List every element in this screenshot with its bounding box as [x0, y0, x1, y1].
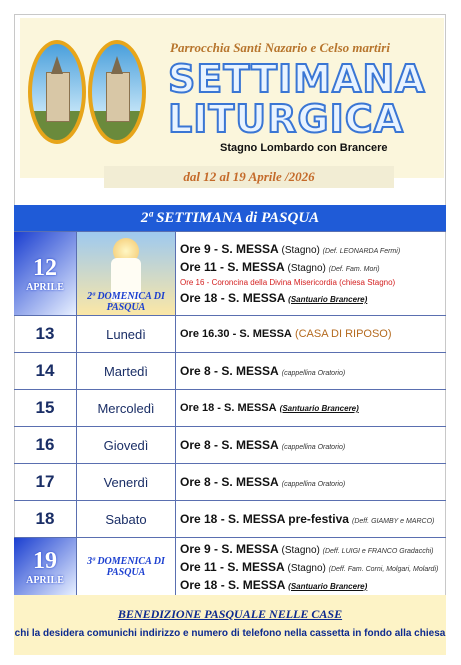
day-row-13: 13 Lunedì Ore 16.30 - S. MESSA (CASA DI RIPOSO)	[14, 315, 446, 352]
day-row-16: 16 Giovedì Ore 8 - S. MESSA (cappellina Oratorio)	[14, 426, 446, 463]
mass-list-19: Ore 9 - S. MESSA (Stagno) (Deff. LUIGI e FRANCO Gradacchi) Ore 11 - S. MESSA (Stagno) (Deff. Fam. Corni, Molgari, Molardi) Ore 18 - S. MESSA (Santuario Brancere)	[180, 541, 439, 592]
title-liturgica: LITURGICA	[168, 97, 405, 141]
footer-title: BENEDIZIONE PASQUALE NELLE CASE	[117, 607, 343, 621]
day-number-13: 13	[35, 324, 55, 343]
day-number-16: 16	[35, 435, 55, 454]
footer-text: chi la desidera comunichi indirizzo e numero di telefono nella cassetta in fondo alla chiesa	[14, 628, 446, 639]
title-settimana: SETTIMANA	[168, 57, 426, 101]
location: Stagno Lombardo con Brancere	[220, 142, 388, 154]
parish-name: Parrocchia Santi Nazario e Celso martiri	[170, 40, 390, 55]
day-number-19: 19 APRILE	[14, 538, 76, 595]
day-row-14: 14 Martedì Ore 8 - S. MESSA (cappellina Oratorio)	[14, 352, 446, 389]
header	[20, 18, 444, 184]
day-name-18: Sabato	[76, 501, 176, 537]
day-row-12	[14, 231, 446, 315]
divine-mercy-image	[76, 232, 176, 315]
day-name-17: Venerdì	[76, 464, 176, 500]
week-title: 2ª SETTIMANA di PASQUA	[14, 205, 446, 231]
day-row-19	[14, 537, 446, 595]
date-range: dal 12 al 19 Aprile /2026	[104, 166, 394, 188]
mass-list-12: Ore 9 - S. MESSA (Stagno) (Def. LEONARDA Fermi) Ore 11 - S. MESSA (Stagno) (Def. Fam. Mori) Ore 16 - Coroncina della Divina Misericordia (chiesa Stagno) Ore 18 - S. MESSA (Santuario Brancere)	[180, 242, 401, 305]
day-number-18: 18	[35, 509, 55, 528]
church-photo-left	[28, 40, 86, 144]
footer-notice	[14, 595, 446, 655]
church-photo-right	[88, 40, 146, 144]
day-number-14: 14	[35, 361, 55, 380]
day-number-15: 15	[35, 398, 55, 417]
day-number-12: 12 APRILE	[14, 232, 76, 315]
day-number-17: 17	[35, 472, 55, 491]
day-row-17: 17 Venerdì Ore 8 - S. MESSA (cappellina Oratorio)	[14, 463, 446, 500]
day-row-15: 15 Mercoledì Ore 18 - S. MESSA (Santuario Brancere)	[14, 389, 446, 426]
day-name-16: Giovedì	[76, 427, 176, 463]
day-name-14: Martedì	[76, 353, 176, 389]
day-name-19: 3ª DOMENICA DI PASQUA	[76, 538, 176, 595]
sunday-label: 2ª DOMENICA DI PASQUA	[87, 291, 165, 313]
day-row-18: 18 Sabato Ore 18 - S. MESSA pre-festiva (Deff. GIAMBY e MARCO)	[14, 500, 446, 537]
day-name-13: Lunedì	[76, 316, 176, 352]
day-name-15: Mercoledì	[76, 390, 176, 426]
